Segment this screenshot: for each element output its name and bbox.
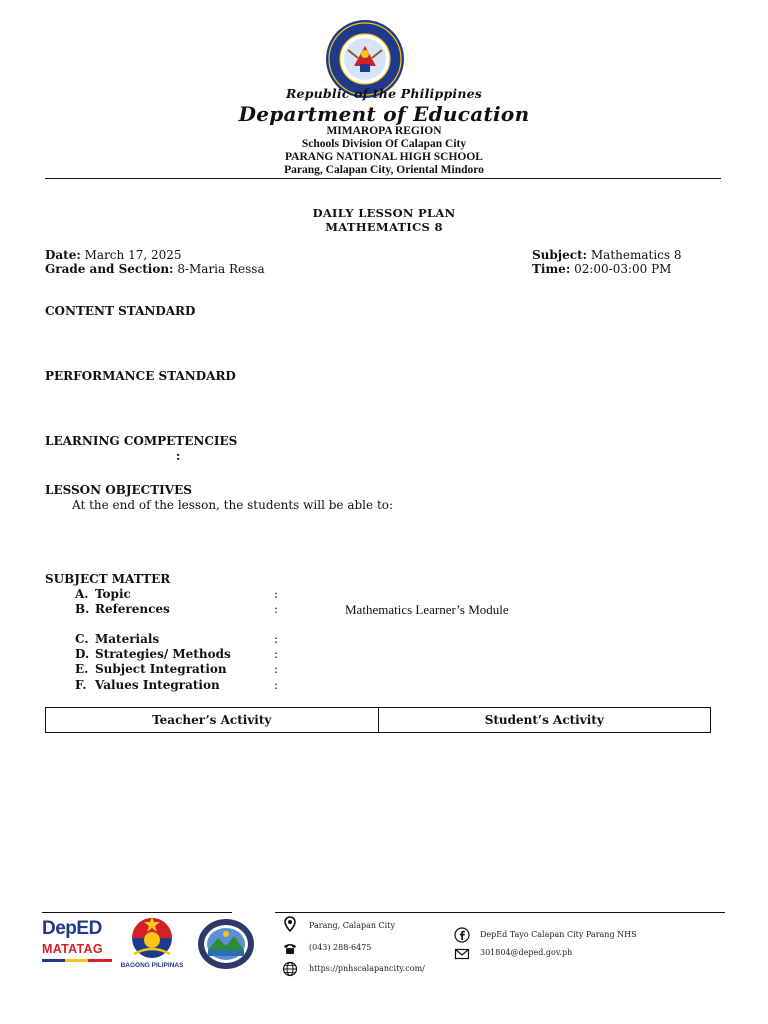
division-line: Schools Division Of Calapan City — [301, 138, 467, 150]
item-colon: : — [274, 632, 279, 646]
facebook-icon — [454, 927, 470, 943]
department-heading: Department of Education — [238, 102, 530, 126]
student-activity-header: Student’s Activity — [484, 713, 604, 727]
item-label: Subject Integration — [95, 662, 227, 676]
item-label: Materials — [95, 632, 160, 646]
telephone-icon — [282, 940, 298, 956]
school-line: PARANG NATIONAL HIGH SCHOOL — [285, 151, 483, 163]
deped-matatag-logo — [42, 918, 114, 970]
subject-matter-item-references — [75, 602, 170, 616]
deped-logo-text: DepED — [42, 918, 102, 939]
matatag-underline — [42, 959, 112, 962]
time-field — [532, 262, 671, 276]
subject-value: Mathematics 8 — [590, 248, 682, 262]
activity-table-header — [45, 707, 711, 733]
item-label: Values Integration — [95, 678, 220, 692]
email-icon — [454, 946, 470, 962]
subject-matter-item-materials — [75, 632, 159, 646]
item-letter: A. — [75, 587, 89, 601]
item-letter: B. — [75, 602, 90, 616]
subject-matter-item-subject-integration — [75, 662, 227, 676]
subject-matter-item-topic — [75, 587, 131, 601]
item-label: Strategies/ Methods — [95, 647, 231, 661]
subject-label: Subject: — [532, 248, 588, 262]
item-letter: C. — [75, 632, 89, 646]
teacher-activity-header: Teacher’s Activity — [46, 708, 379, 732]
item-colon: : — [274, 587, 279, 601]
item-colon: : — [274, 647, 279, 661]
item-colon: : — [274, 662, 279, 676]
time-label: Time: — [532, 262, 571, 276]
grade-value: 8-Maria Ressa — [177, 262, 265, 276]
footer-divider — [275, 912, 725, 913]
footer-email[interactable]: 301804@deped.gov.ph — [480, 948, 573, 957]
subject-matter-heading: SUBJECT MATTER — [45, 572, 171, 586]
document-title: DAILY LESSON PLAN — [312, 206, 456, 220]
performance-standard-heading: PERFORMANCE STANDARD — [45, 369, 236, 383]
footer-facebook[interactable]: DepEd Tayo Calapan City Parang NHS — [480, 930, 637, 939]
location-pin-icon — [282, 916, 298, 932]
grade-section-field — [45, 262, 265, 276]
footer-website[interactable]: https://pnhscalapancity.com/ — [309, 964, 425, 973]
footer-phone: (043) 288-6475 — [309, 943, 372, 952]
time-value: 02:00-03:00 PM — [574, 262, 672, 276]
item-colon: : — [274, 678, 279, 692]
learning-competencies-colon: : — [176, 449, 181, 463]
bagong-pilipinas-emblem-icon — [124, 914, 180, 960]
learning-competencies-heading: LEARNING COMPETENCIES — [45, 434, 238, 448]
date-label: Date: — [45, 248, 81, 262]
subject-field — [532, 248, 682, 262]
item-label: References — [95, 602, 170, 616]
item-colon: : — [274, 602, 279, 616]
item-letter: F. — [75, 678, 87, 692]
school-seal-logo — [196, 918, 256, 970]
globe-icon — [282, 961, 298, 977]
date-field — [45, 248, 182, 262]
content-standard-heading: CONTENT STANDARD — [45, 304, 196, 318]
address-line: Parang, Calapan City, Oriental Mindoro — [284, 164, 484, 176]
lesson-objectives-heading: LESSON OBJECTIVES — [45, 483, 192, 497]
grade-label: Grade and Section: — [45, 262, 174, 276]
republic-heading: Republic of the Philippines — [285, 86, 483, 101]
item-label: Topic — [95, 587, 131, 601]
objectives-intro-text: At the end of the lesson, the students will be able to: — [72, 498, 394, 512]
bagong-pilipinas-logo — [118, 914, 186, 972]
header-divider — [45, 178, 721, 179]
date-value: March 17, 2025 — [84, 248, 182, 262]
subject-matter-item-strategies — [75, 647, 231, 661]
references-value: Mathematics Learner’s Module — [345, 602, 509, 617]
bagong-pilipinas-text: BAGONG PILIPINAS — [120, 962, 184, 969]
footer-location: Parang, Calapan City — [309, 921, 395, 930]
item-letter: D. — [75, 647, 90, 661]
document-subtitle: MATHEMATICS 8 — [325, 220, 443, 234]
region-line: MIMAROPA REGION — [326, 125, 442, 137]
item-letter: E. — [75, 662, 89, 676]
subject-matter-item-values-integration — [75, 678, 220, 692]
footer-divider-left — [42, 912, 232, 913]
matatag-text: MATATAG — [42, 942, 103, 956]
